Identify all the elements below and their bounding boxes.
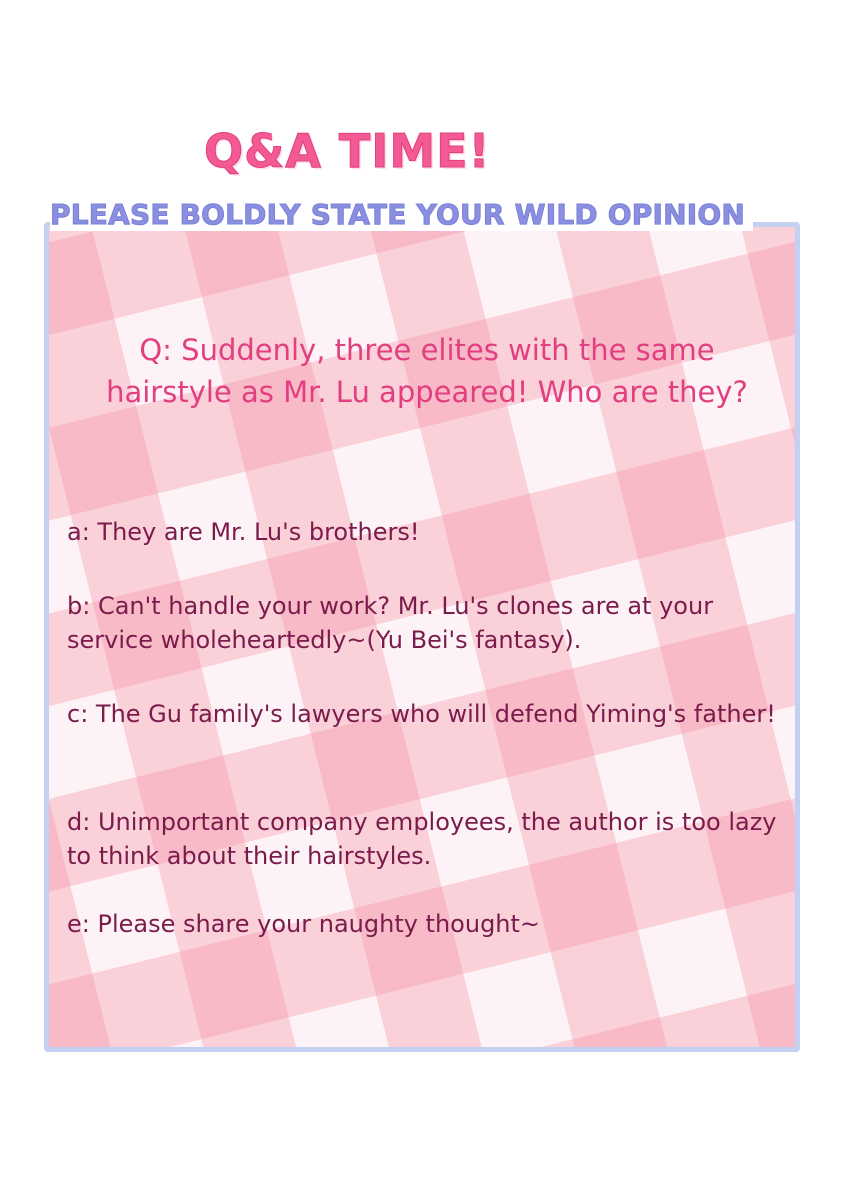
answer-d: d: Unimportant company employees, the author is too lazy to think about their hairstyles. — [67, 808, 777, 870]
answer-c: c: The Gu family's lawyers who will defend Yiming's father! — [67, 700, 776, 728]
answer-e: e: Please share your naughty thought~ — [67, 910, 541, 938]
page-title: Q&A TIME! — [204, 124, 491, 178]
answer-a: a: They are Mr. Lu's brothers! — [67, 518, 420, 546]
answer-b: b: Can't handle your work? Mr. Lu's clones are at your service wholeheartedly~(Yu Bei's fantasy). — [67, 592, 714, 654]
qa-content — [49, 227, 795, 1047]
page-subtitle: PLEASE BOLDLY STATE YOUR WILD OPINION — [50, 198, 753, 231]
question-text: Q: Suddenly, three elites with the same hairstyle as Mr. Lu appeared! Who are they? — [106, 333, 748, 409]
qa-card — [44, 222, 800, 1052]
